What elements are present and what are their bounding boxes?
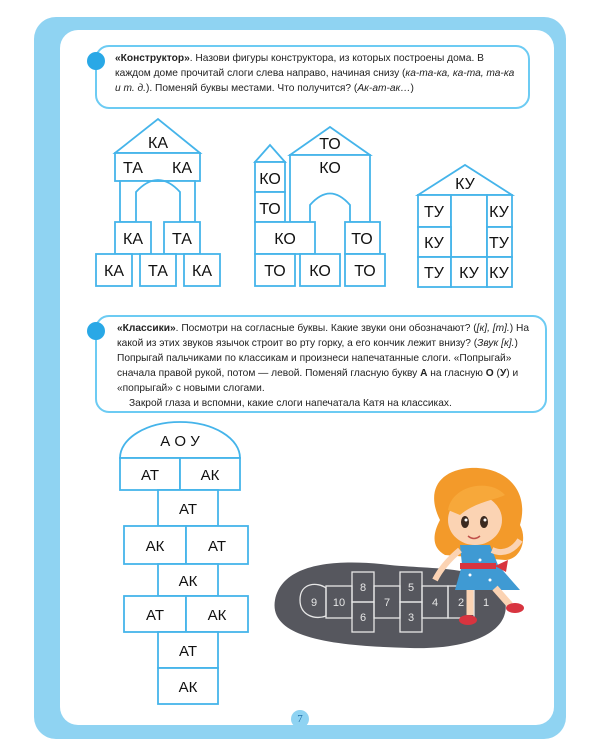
- chalk-number: 5: [407, 582, 415, 594]
- page-number: 7: [291, 710, 309, 728]
- syllable: АТ: [179, 501, 197, 518]
- syllable: ТА: [123, 160, 143, 177]
- syllable: КА: [192, 263, 212, 280]
- task-title: «Конструктор»: [115, 53, 190, 64]
- syllable: ТО: [351, 231, 373, 248]
- syllable: ТО: [319, 136, 341, 153]
- syllable: КО: [319, 160, 341, 177]
- syllable: КА: [172, 160, 192, 177]
- chalk-number: 6: [359, 612, 367, 624]
- task-constructor-text: «Конструктор». Назови фигуры конструктора, из которых построены дома. В каждом доме прочитай слоги слева направо, начиная снизу (ка-та-ка, ка-та, та-ка и т. д.). Поменяй буквы местами. Что получится? (Ак-ат-ак…): [115, 53, 515, 94]
- chalk-number: 3: [407, 612, 415, 624]
- syllable: АТ: [208, 538, 226, 555]
- chalk-number: 9: [310, 597, 318, 609]
- syllable: КУ: [424, 235, 444, 252]
- syllable: ТА: [172, 231, 192, 248]
- syllable: КО: [259, 171, 281, 188]
- chalk-number: 4: [431, 597, 439, 609]
- syllable: КА: [104, 263, 124, 280]
- task-hopscotch-text: «Классики». Посмотри на согласные буквы. Какие звуки они обозначают? ([к], [т].) На какой из этих звуков язычок строит во рту горку, а его кончик лежит внизу? (Звук [к].) Попрыгай пальчиками по классикам и произнеси напечатанные слоги. «Попрыгай» сначала правой рукой, потом — левой. Поменяй гласную букву А на гласную О (У) и «попрыгай» с новыми слогами.: [117, 323, 529, 394]
- syllable: ТУ: [424, 265, 444, 282]
- syllable: КО: [309, 263, 331, 280]
- syllable: ТО: [264, 263, 286, 280]
- syllable: ТО: [259, 201, 281, 218]
- task-hopscotch-text-2: Закрой глаза и вспомни, какие слоги напечатала Катя на классиках.: [129, 398, 452, 409]
- syllable: ТУ: [424, 204, 444, 221]
- syllable: АК: [145, 538, 165, 555]
- chalk-number: 10: [332, 597, 346, 609]
- syllable: КО: [274, 231, 296, 248]
- syllable: КУ: [489, 265, 509, 282]
- syllable: АК: [200, 467, 220, 484]
- syllable: АТ: [146, 607, 164, 624]
- chalk-number: 2: [457, 597, 465, 609]
- syllable: АК: [207, 607, 227, 624]
- syllable: ТА: [148, 263, 168, 280]
- syllable: КУ: [459, 265, 479, 282]
- syllable: КУ: [489, 204, 509, 221]
- syllable: КА: [148, 135, 168, 152]
- chalk-number: 1: [482, 597, 490, 609]
- chalk-number: 8: [359, 582, 367, 594]
- hopscotch-vowels: А О У: [160, 433, 200, 450]
- syllable: КА: [123, 231, 143, 248]
- syllable: ТО: [354, 263, 376, 280]
- syllable: КУ: [455, 176, 475, 193]
- task-title: «Классики»: [117, 323, 176, 334]
- syllable: ТУ: [489, 235, 509, 252]
- syllable: АК: [178, 573, 198, 590]
- syllable: АТ: [179, 643, 197, 660]
- chalk-number: 7: [383, 597, 391, 609]
- syllable: АК: [178, 679, 198, 696]
- syllable: АТ: [141, 467, 159, 484]
